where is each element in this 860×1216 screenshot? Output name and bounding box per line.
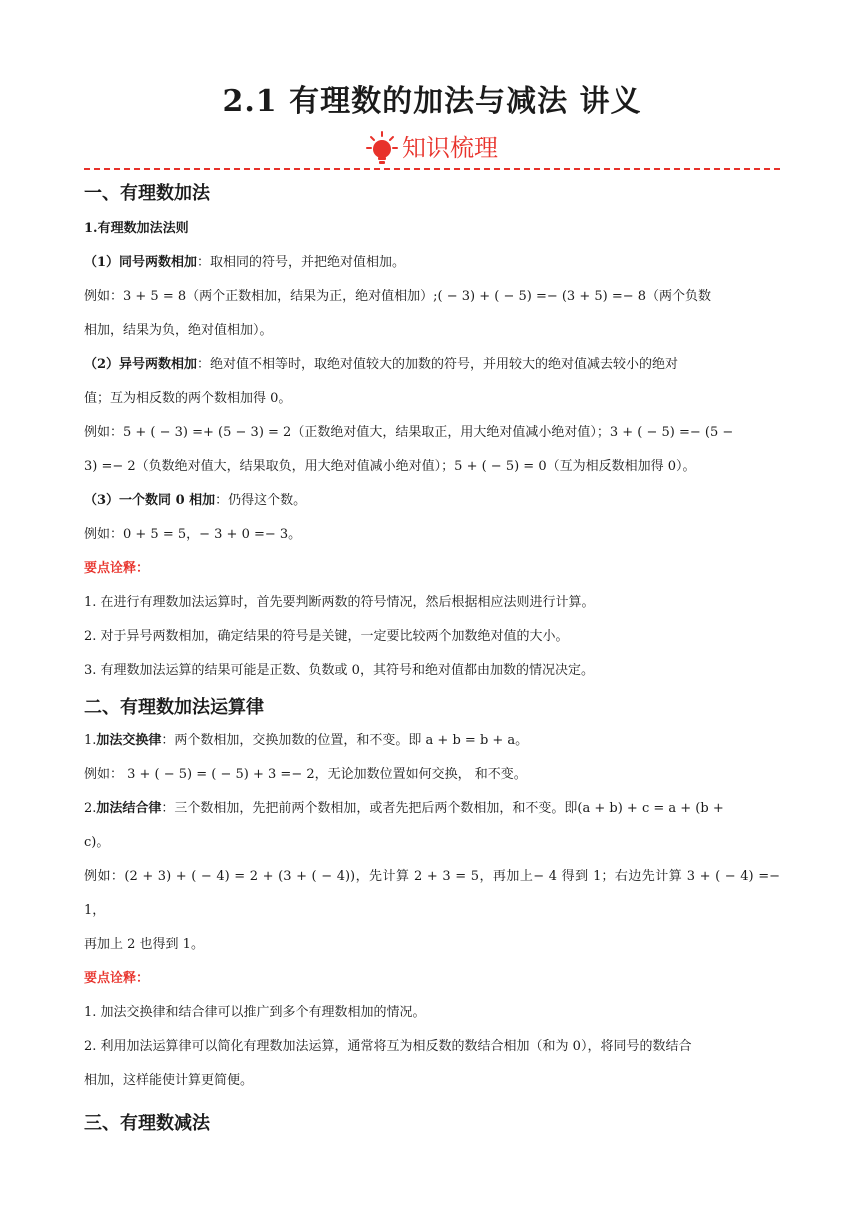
law-2-b: c)。 <box>84 835 110 850</box>
rule-3 <box>84 484 780 518</box>
law-2-example-a: 例如：(2 + 3) + ( − 4) = 2 + (3 + ( − 4))，先计算 2 + 3 = 5，再加上− 4 得到 1；右边先计算 3 + ( − 4) =− 1， <box>84 869 780 918</box>
rule-2-text: ：绝对值不相等时，取绝对值较大的加数的符号，并用较大的绝对值减去较小的绝对 <box>197 357 679 372</box>
rule-3-label: （3）一个数同 0 相加 <box>84 493 216 508</box>
law-2-example-b: 再加上 2 也得到 1。 <box>84 937 204 952</box>
key-point: 相加，这样能使计算更简便。 <box>84 1073 254 1088</box>
rule-2-b: 值；互为相反数的两个数相加得 0。 <box>84 391 292 406</box>
rule-2-label: （2）异号两数相加 <box>84 357 198 372</box>
law-1-text: ：两个数相加，交换加数的位置，和不变。即 a + b = b + a。 <box>161 733 529 748</box>
law-2-text: ：三个数相加，先把前两个数相加，或者先把后两个数相加，和不变。即(a + b) + c = a + (b + <box>161 801 724 816</box>
rule-1-example-a: 例如：3 + 5 = 8（两个正数相加，结果为正，绝对值相加）;( − 3) + ( − 5) =− (3 + 5) =− 8（两个负数 <box>84 289 712 304</box>
section-heading-2: 二、有理数加法运算律 <box>84 697 264 718</box>
key-points-title-2: 要点诠释： <box>84 971 150 986</box>
key-point: 2. 利用加法运算律可以简化有理数加法运算，通常将互为相反数的数结合相加（和为 0），将同号的数结合 <box>84 1039 692 1054</box>
rule-1-label: （1）同号两数相加 <box>84 255 198 270</box>
law-2-label: 加法结合律 <box>96 801 162 816</box>
badge-label: 知识梳理 <box>402 134 498 162</box>
lightbulb-icon <box>366 131 398 165</box>
page-title: 2.1 有理数的加法与减法 讲义 <box>222 84 642 119</box>
law-2-a <box>84 792 780 826</box>
law-1-prefix: 1. <box>84 733 97 748</box>
section-heading-1: 一、有理数加法 <box>84 183 210 204</box>
rule-2-example-a: 例如：5 + ( − 3) =+ (5 − 3) = 2（正数绝对值大，结果取正，用大绝对值减小绝对值）；3 + ( − 5) =− (5 − <box>84 425 734 440</box>
document-page <box>84 82 780 1136</box>
law-1-label: 加法交换律 <box>96 733 162 748</box>
law-1-example: 例如： 3 + ( − 5) = ( − 5) + 3 =− 2，无论加数位置如何交换， 和不变。 <box>84 767 527 782</box>
rule-1 <box>84 246 780 280</box>
rule-3-text: ：仍得这个数。 <box>215 493 307 508</box>
section-heading-3: 三、有理数减法 <box>84 1113 210 1134</box>
subheading-addition-rules: 1.有理数加法法则 <box>84 221 189 236</box>
key-point: 1. 加法交换律和结合律可以推广到多个有理数相加的情况。 <box>84 1005 426 1020</box>
knowledge-badge <box>84 130 780 166</box>
rule-2-a <box>84 348 780 382</box>
law-1 <box>84 724 780 758</box>
key-points-title-1: 要点诠释： <box>84 561 150 576</box>
key-point: 3. 有理数加法运算的结果可能是正数、负数或 0，其符号和绝对值都由加数的情况决定。 <box>84 663 594 678</box>
rule-1-text: ：取相同的符号，并把绝对值相加。 <box>197 255 406 270</box>
rule-3-example: 例如：0 + 5 = 5，− 3 + 0 =− 3。 <box>84 527 302 542</box>
rule-2-example-b: 3) =− 2（负数绝对值大，结果取负，用大绝对值减小绝对值）；5 + ( − 5) = 0（互为相反数相加得 0）。 <box>84 459 696 474</box>
rule-1-example-b: 相加，结果为负，绝对值相加）。 <box>84 323 273 338</box>
law-2-prefix: 2. <box>84 801 97 816</box>
key-point: 1. 在进行有理数加法运算时，首先要判断两数的符号情况，然后根据相应法则进行计算。 <box>84 595 595 610</box>
key-point: 2. 对于异号两数相加，确定结果的符号是关键，一定要比较两个加数绝对值的大小。 <box>84 629 569 644</box>
dashed-divider <box>84 168 780 170</box>
